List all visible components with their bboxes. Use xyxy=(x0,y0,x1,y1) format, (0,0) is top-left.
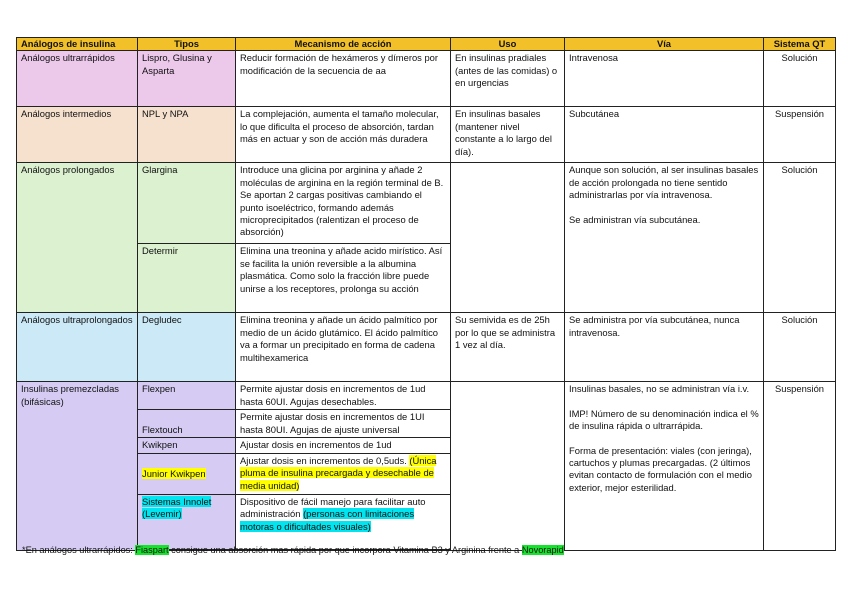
row-ultrarrapidos xyxy=(17,51,836,107)
prolong-mecanismo-determir: Elimina una treonina y añade acido mirístico. Así se facilita la unión reversible a la albumina plasmática. Como solo la fracción libre puede unirse a los receptores, prolonga su acción xyxy=(236,244,451,313)
premez-tipo-kwikpen: Kwikpen xyxy=(138,438,236,453)
row-premezcladas-flexpen xyxy=(17,382,836,410)
footnote-novorapid: Novorapid xyxy=(521,545,564,555)
premez-via-text2: IMP! Número de su denominación indica el % de insulina rápida o ultrarrápida. xyxy=(569,407,759,432)
header-row xyxy=(17,38,836,51)
prolong-via-text2: Se administran vía subcutánea. xyxy=(569,213,701,225)
premez-via xyxy=(565,382,764,550)
header-uso: Uso xyxy=(451,38,565,51)
footnote-prefix: *En análogos ultrarrápidos: xyxy=(22,545,136,555)
ultraprolong-sistema: Solución xyxy=(764,313,836,382)
premez-mec-flextouch: Permite ajustar dosis en incrementos de 1UI hasta 80UI. Agujas de ajuste universal xyxy=(236,410,451,438)
premez-tipo-junior xyxy=(138,453,236,494)
prolong-sistema: Solución xyxy=(764,163,836,313)
premez-tipo-flexpen: Flexpen xyxy=(138,382,236,410)
ultra-mecanismo: Reducir formación de hexámeros y dímeros por modificación de la secuencia de aa xyxy=(236,51,451,107)
inter-uso: En insulinas basales (mantener nivel constante a lo largo del día). xyxy=(451,107,565,163)
premez-tipo-flextouch: Flextouch xyxy=(138,410,236,438)
innolet-mec-highlight: (personas con limitaciones motoras o dificultades visuales) xyxy=(240,508,415,532)
prolong-name: Análogos prolongados xyxy=(17,163,138,313)
header-analogos: Análogos de insulina xyxy=(17,38,138,51)
ultraprolong-tipo: Degludec xyxy=(138,313,236,382)
inter-name: Análogos intermedios xyxy=(17,107,138,163)
inter-via: Subcutánea xyxy=(565,107,764,163)
inter-sistema: Suspensión xyxy=(764,107,836,163)
prolong-via xyxy=(565,163,764,313)
innolet-highlight: Sistemas Innolet (Levemir) xyxy=(142,495,212,520)
prolong-mecanismo-glargina: Introduce una glicina por arginina y añade 2 moléculas de arginina en la región terminal de B. Se aportan 2 cargas positivas cambiando el punto isoeléctrico, formando además microprecipitados (ralentizan el proceso de absorción) xyxy=(236,163,451,244)
header-tipos: Tipos xyxy=(138,38,236,51)
footnote xyxy=(22,544,564,556)
row-intermedios xyxy=(17,107,836,163)
premez-name: Insulinas premezcladas (bifásicas) xyxy=(17,382,138,550)
ultra-via: Intravenosa xyxy=(565,51,764,107)
ultra-name: Análogos ultrarrápidos xyxy=(17,51,138,107)
premez-via-text3: Forma de presentación: viales (con jeringa), cartuchos y plumas precargadas. (2 últimos evitan contacto de formulación con el medio exterior, mejor esterilidad. xyxy=(569,444,752,493)
ultraprolong-uso: Su semivida es de 25h por lo que se administra 1 vez al día. xyxy=(451,313,565,382)
premez-via-text1: Insulinas basales, no se administran vía i.v. xyxy=(569,383,750,395)
prolong-tipo-glargina: Glargina xyxy=(138,163,236,244)
premez-mec-junior xyxy=(236,453,451,494)
row-ultraprolongados xyxy=(17,313,836,382)
ultraprolong-name: Análogos ultraprolongados xyxy=(17,313,138,382)
footnote-middle: consigue una absorción mas rápida por que incorpora Vitamina B3 y Arginina frente a xyxy=(168,545,522,555)
insulin-analogs-table xyxy=(16,37,836,551)
header-mecanismo: Mecanismo de acción xyxy=(236,38,451,51)
prolong-uso xyxy=(451,163,565,313)
premez-tipo-innolet xyxy=(138,494,236,549)
inter-mecanismo: La complejación, aumenta el tamaño molecular, lo que dificulta el proceso de absorción, tardan más en actuar y son de acción más duradera xyxy=(236,107,451,163)
prolong-via-text1: Aunque son solución, al ser insulinas basales de acción prolongada no tiene sentido administrarlas por vía intravenosa. xyxy=(569,164,759,201)
premez-mec-innolet xyxy=(236,494,451,549)
header-via: Vía xyxy=(565,38,764,51)
row-prolongados-glargina xyxy=(17,163,836,244)
junior-highlight: Junior Kwikpen xyxy=(142,467,206,479)
ultra-tipo: Lispro, Glusina y Asparta xyxy=(138,51,236,107)
ultraprolong-mecanismo: Elimina treonina y añade un ácido palmítico por medio de un ácido glutámico. El ácido palmítico va a formar un precipitado en forma de cadena multihexamerica xyxy=(236,313,451,382)
footnote-fiaspart: Fiaspart xyxy=(135,545,169,555)
premez-mec-flexpen: Permite ajustar dosis en incrementos de 1ud hasta 60UI. Agujas desechables. xyxy=(236,382,451,410)
header-sistema: Sistema QT xyxy=(764,38,836,51)
premez-uso xyxy=(451,382,565,550)
innolet-mec-text: Dispositivo de fácil manejo para facilitar auto administración xyxy=(240,495,426,520)
premez-sistema: Suspensión xyxy=(764,382,836,550)
ultra-uso: En insulinas pradiales (antes de las comidas) o en urgencias xyxy=(451,51,565,107)
junior-mec-text: Ajustar dosis en incrementos de 0,5uds. xyxy=(240,454,407,466)
junior-mec-highlight: (Única pluma de insulina precargada y desechable de media unidad) xyxy=(240,454,437,491)
ultraprolong-via: Se administra por vía subcutánea, nunca intravenosa. xyxy=(565,313,764,382)
inter-tipo: NPL y NPA xyxy=(138,107,236,163)
premez-mec-kwikpen: Ajustar dosis en incrementos de 1ud xyxy=(236,438,451,453)
ultra-sistema: Solución xyxy=(764,51,836,107)
prolong-tipo-determir: Determir xyxy=(138,244,236,313)
